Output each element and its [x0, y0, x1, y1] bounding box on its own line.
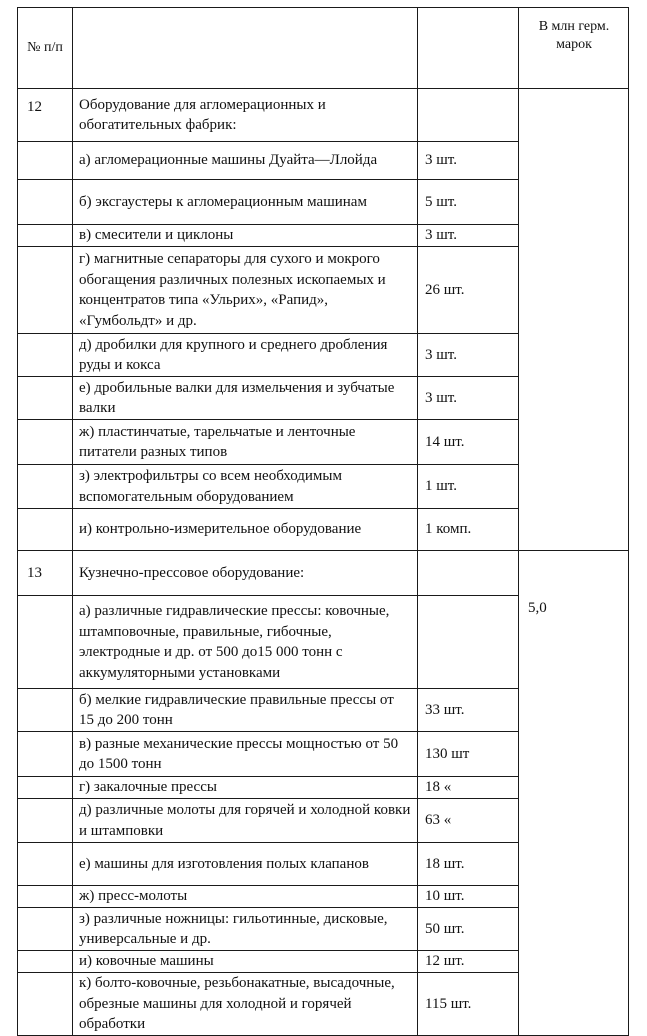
section-title: Кузнечно-прессовое оборудование: — [73, 551, 418, 596]
item-description: в) разные механические прессы мощностью от 50 до 1500 тонн — [73, 732, 418, 777]
item-description: г) закалочные прессы — [73, 777, 418, 799]
item-description: к) болто-ковочные, резьбонакатные, высадочные, обрезные машины для холодной и горячей обработки — [73, 973, 418, 1036]
item-quantity: 3 шт. — [418, 142, 519, 180]
item-quantity: 26 шт. — [418, 247, 519, 334]
section-number: 13 — [18, 551, 73, 596]
item-description: и) контрольно-измерительное оборудование — [73, 509, 418, 551]
row-number-empty — [18, 951, 73, 973]
item-description: з) электрофильтры со всем необходимым вспомогательным оборудованием — [73, 465, 418, 509]
row-number-empty — [18, 908, 73, 951]
row-number-empty — [18, 465, 73, 509]
item-description: е) дробильные валки для измельчения и зубчатые валки — [73, 377, 418, 420]
section-price: 5,0 — [519, 551, 629, 1036]
item-description: б) эксгаустеры к агломерационным машинам — [73, 180, 418, 225]
row-number-empty — [18, 689, 73, 732]
item-quantity: 3 шт. — [418, 377, 519, 420]
section-price — [519, 89, 629, 551]
section-quantity-empty — [418, 89, 519, 142]
table-header-row — [18, 8, 629, 89]
item-description: е) машины для изготовления полых клапанов — [73, 843, 418, 886]
row-number-empty — [18, 886, 73, 908]
row-number-empty — [18, 509, 73, 551]
item-quantity: 130 шт — [418, 732, 519, 777]
header-price-cell: В млн герм. марок — [519, 8, 629, 89]
row-number-empty — [18, 180, 73, 225]
item-quantity: 14 шт. — [418, 420, 519, 465]
equipment-table-body — [18, 8, 629, 1036]
row-number-empty — [18, 799, 73, 843]
row-number-empty — [18, 596, 73, 689]
item-quantity: 5 шт. — [418, 180, 519, 225]
item-description: ж) пресс-молоты — [73, 886, 418, 908]
item-quantity — [418, 596, 519, 689]
row-number-empty — [18, 377, 73, 420]
item-quantity: 3 шт. — [418, 225, 519, 247]
header-description-cell — [73, 8, 418, 89]
item-quantity: 115 шт. — [418, 973, 519, 1036]
equipment-table — [17, 7, 629, 1036]
item-description: д) дробилки для крупного и среднего дробления руды и кокса — [73, 334, 418, 377]
item-description: б) мелкие гидравлические правильные прессы от 15 до 200 тонн — [73, 689, 418, 732]
row-number-empty — [18, 225, 73, 247]
item-description: д) различные молоты для горячей и холодной ковки и штамповки — [73, 799, 418, 843]
row-number-empty — [18, 777, 73, 799]
item-quantity: 33 шт. — [418, 689, 519, 732]
item-quantity: 1 комп. — [418, 509, 519, 551]
item-quantity: 3 шт. — [418, 334, 519, 377]
section-header-row — [18, 89, 629, 142]
header-quantity-cell — [418, 8, 519, 89]
item-description: г) магнитные сепараторы для сухого и мокрого обогащения различных полезных ископаемых и концентратов типа «Ульрих», «Рапид», «Гумбольдт» и др. — [73, 247, 418, 334]
item-quantity: 18 шт. — [418, 843, 519, 886]
item-quantity: 63 « — [418, 799, 519, 843]
row-number-empty — [18, 732, 73, 777]
row-number-empty — [18, 973, 73, 1036]
section-quantity-empty — [418, 551, 519, 596]
item-description: ж) пластинчатые, тарельчатые и ленточные питатели разных типов — [73, 420, 418, 465]
section-title: Оборудование для агломерационных и обогатительных фабрик: — [73, 89, 418, 142]
header-number-cell: № п/п — [18, 8, 73, 89]
row-number-empty — [18, 843, 73, 886]
item-description: а) агломерационные машины Дуайта—Ллойда — [73, 142, 418, 180]
item-description: в) смесители и циклоны — [73, 225, 418, 247]
item-quantity: 18 « — [418, 777, 519, 799]
section-header-row — [18, 551, 629, 596]
item-quantity: 50 шт. — [418, 908, 519, 951]
section-number: 12 — [18, 89, 73, 142]
item-description: и) ковочные машины — [73, 951, 418, 973]
row-number-empty — [18, 142, 73, 180]
item-description: а) различные гидравлические прессы: ковочные, штамповочные, правильные, гибочные, электродные и др. от 500 до15 000 тонн с аккумуляторными установками — [73, 596, 418, 689]
row-number-empty — [18, 247, 73, 334]
item-quantity: 12 шт. — [418, 951, 519, 973]
row-number-empty — [18, 334, 73, 377]
item-quantity: 10 шт. — [418, 886, 519, 908]
item-quantity: 1 шт. — [418, 465, 519, 509]
item-description: з) различные ножницы: гильотинные, дисковые, универсальные и др. — [73, 908, 418, 951]
row-number-empty — [18, 420, 73, 465]
